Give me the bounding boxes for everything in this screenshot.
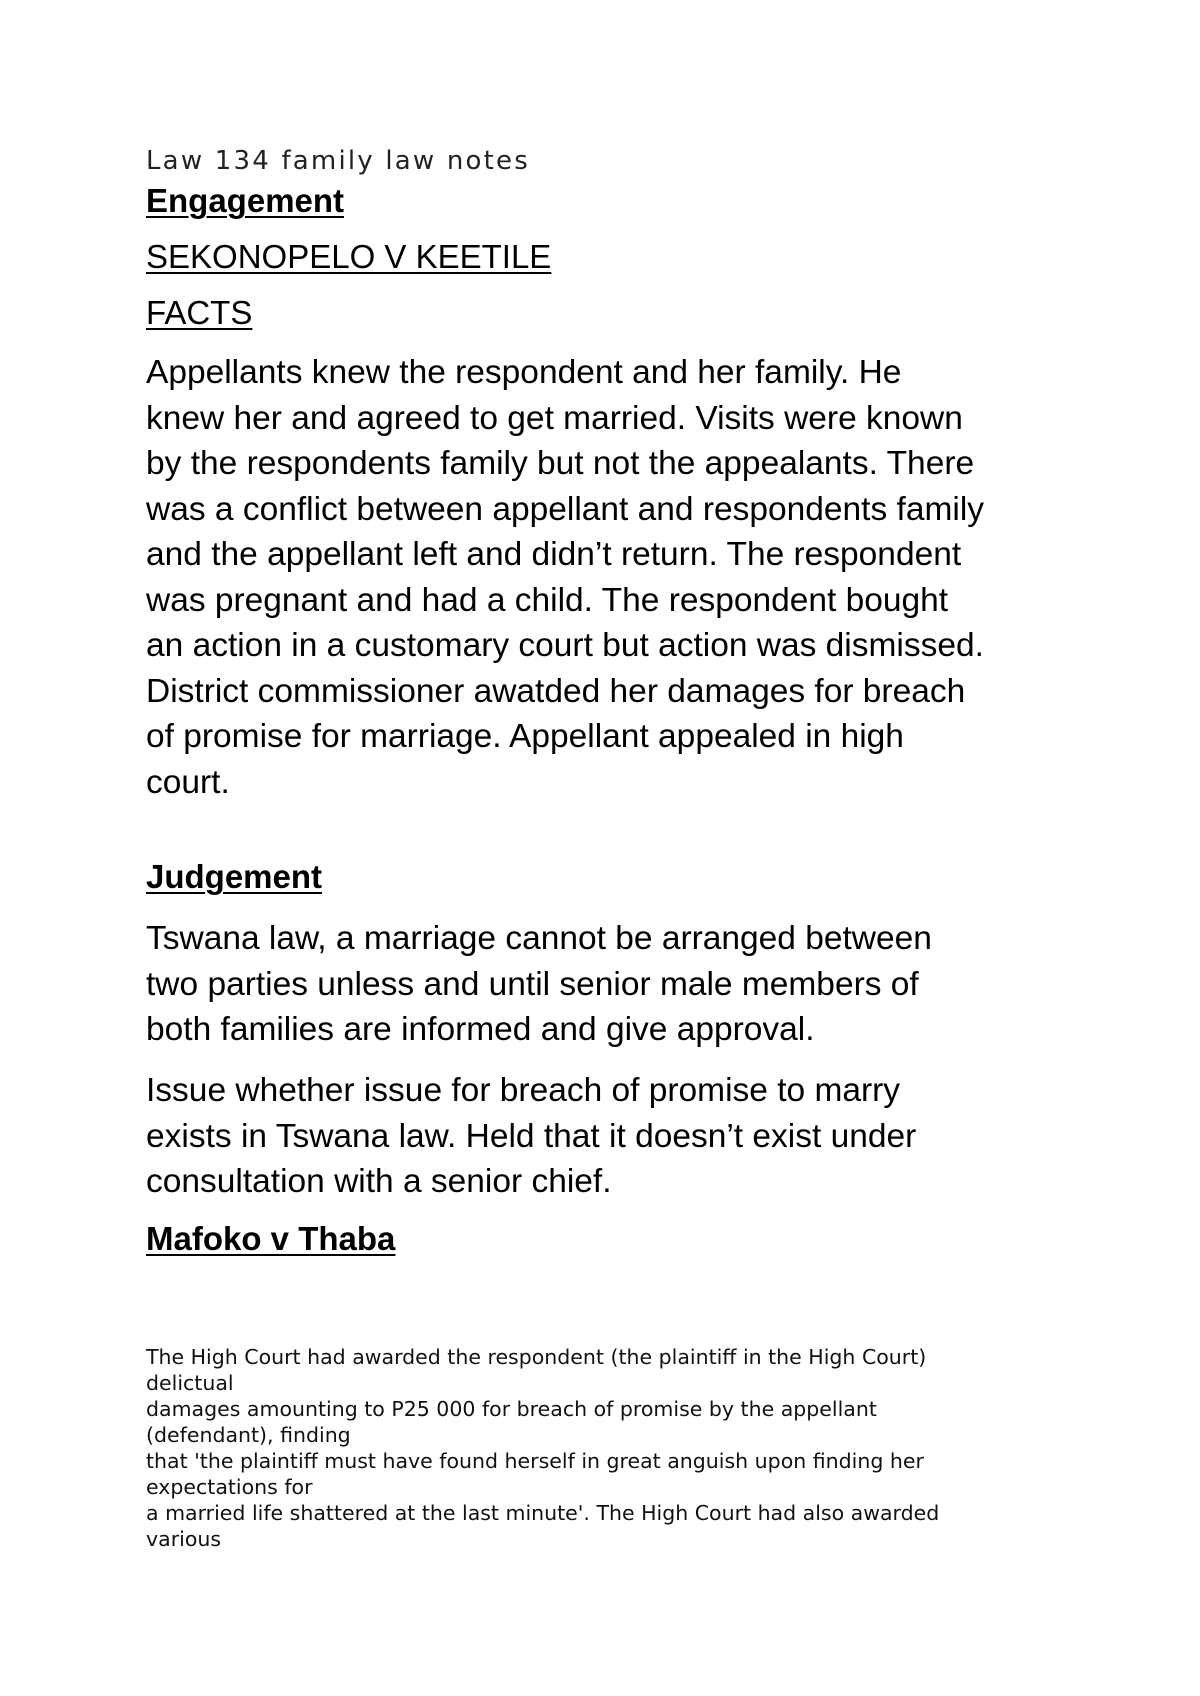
text-line: a married life shattered at the last minute'. The High Court had also awarded: [146, 1501, 940, 1525]
facts-heading: FACTS: [146, 294, 253, 331]
text-line: and the appellant left and didn’t return. The respondent: [146, 536, 962, 573]
text-line: Tswana law, a marriage cannot be arranged between: [146, 920, 932, 957]
text-line: Appellants knew the respondent and her family. He: [146, 354, 902, 391]
text-line: Issue whether issue for breach of promise to marry: [146, 1072, 901, 1109]
case-heading-mafoko: Mafoko v Thaba: [146, 1220, 396, 1257]
text-line: knew her and agreed to get married. Visits were known: [146, 399, 963, 437]
text-line: of promise for marriage. Appellant appealed in high: [146, 718, 904, 755]
text-line: The High Court had awarded the respondent (the plaintiff in the High Court): [146, 1345, 927, 1369]
text-line: was a conflict between appellant and respondents family: [146, 490, 985, 528]
text-line: (defendant), finding: [146, 1423, 351, 1447]
mafoko-excerpt: [146, 1344, 1046, 1552]
section-heading-engagement: Engagement: [146, 182, 345, 219]
text-line: was pregnant and had a child. The respondent bought: [146, 581, 949, 619]
text-line: delictual: [146, 1371, 234, 1395]
document-title: Law 134 family law notes: [146, 146, 530, 176]
text-line: both families are informed and give approval.: [146, 1011, 815, 1048]
case-heading-sekonopelo: SEKONOPELO V KEETILE: [146, 238, 552, 275]
text-line: that 'the plaintiff must have found herself in great anguish upon finding her: [146, 1449, 924, 1473]
text-line: two parties unless and until senior male members of: [146, 965, 919, 1003]
text-line: damages amounting to P25 000 for breach of promise by the appellant: [146, 1397, 877, 1421]
text-line: an action in a customary court but action was dismissed.: [146, 627, 984, 664]
facts-paragraph: [146, 350, 1086, 805]
text-line: expectations for: [146, 1475, 313, 1499]
text-line: District commissioner awatded her damages for breach: [146, 672, 966, 710]
issue-paragraph: [146, 1068, 1086, 1205]
judgement-paragraph: [146, 916, 1086, 1053]
text-line: court.: [146, 763, 230, 801]
text-line: by the respondents family but not the appealants. There: [146, 445, 975, 482]
text-line: exists in Tswana law. Held that it doesn’t exist under: [146, 1117, 917, 1155]
text-line: various: [146, 1527, 222, 1551]
text-line: consultation with a senior chief.: [146, 1163, 612, 1200]
judgement-heading: Judgement: [146, 858, 323, 895]
